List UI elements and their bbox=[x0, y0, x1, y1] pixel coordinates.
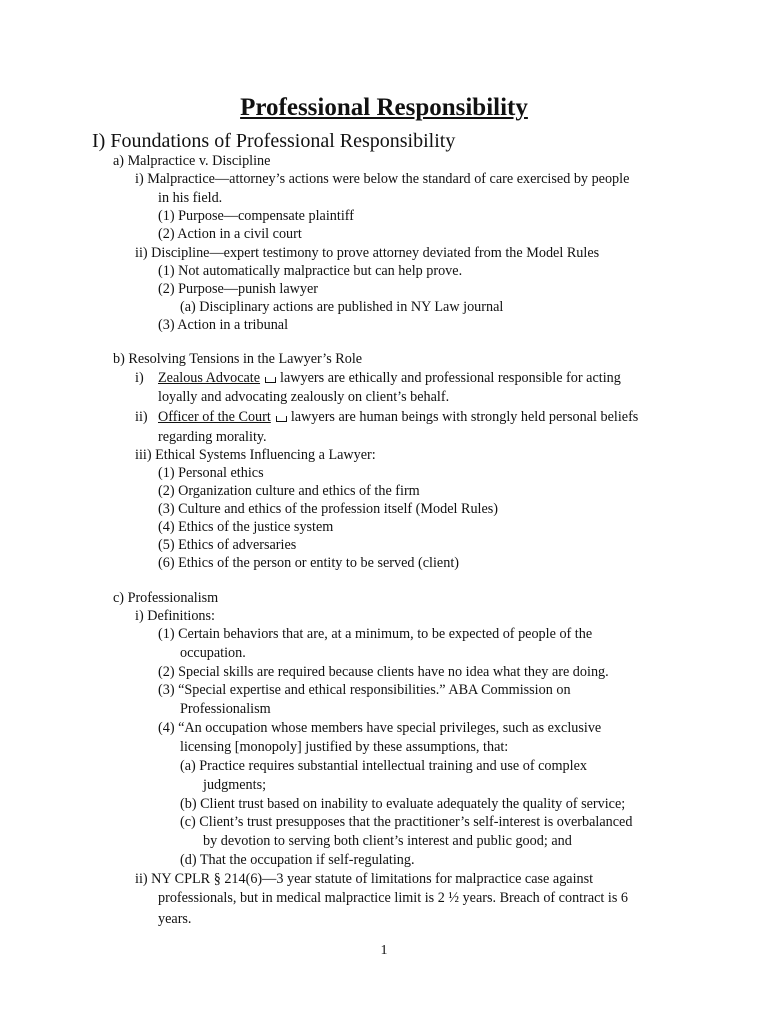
outline-number: ii) bbox=[135, 409, 148, 425]
outline-line: (6) Ethics of the person or entity to be served (client) bbox=[158, 555, 459, 571]
underlined-term: Officer of the Court bbox=[158, 409, 271, 425]
outline-line: (b) Client trust based on inability to evaluate adequately the quality of service; bbox=[180, 796, 626, 812]
outline-line: (3) Culture and ethics of the profession itself (Model Rules) bbox=[158, 501, 499, 517]
outline-line: ii) Discipline—expert testimony to prove attorney deviated from the Model Rules bbox=[135, 245, 600, 261]
outline-line: i) Malpractice—attorney’s actions were below the standard of care exercised by people bbox=[135, 171, 630, 187]
outline-line: loyally and advocating zealously on client’s behalf. bbox=[158, 389, 450, 405]
outline-line: by devotion to serving both client’s interest and public good; and bbox=[203, 833, 572, 849]
outline-number: i) bbox=[135, 370, 144, 386]
outline-line-zealous bbox=[135, 369, 621, 387]
section-heading: I) Foundations of Professional Responsibility bbox=[92, 130, 456, 152]
outline-line: (1) Personal ethics bbox=[158, 465, 264, 481]
outline-line: ii) NY CPLR § 214(6)—3 year statute of limitations for malpractice case against bbox=[135, 871, 594, 887]
outline-line: Professionalism bbox=[180, 701, 271, 717]
outline-line: (2) Organization culture and ethics of the firm bbox=[158, 483, 420, 499]
placeholder-box-icon bbox=[265, 377, 276, 383]
outline-line: (4) “An occupation whose members have special privileges, such as exclusive bbox=[158, 720, 602, 736]
outline-line: (2) Purpose—punish lawyer bbox=[158, 281, 318, 297]
outline-text: lawyers are ethically and professional responsible for acting bbox=[280, 370, 621, 386]
outline-line: licensing [monopoly] justified by these assumptions, that: bbox=[180, 739, 509, 755]
outline-line: iii) Ethical Systems Influencing a Lawyer: bbox=[135, 447, 376, 463]
outline-line: regarding morality. bbox=[158, 429, 267, 445]
outline-line: professionals, but in medical malpractice limit is 2 ½ years. Breach of contract is 6 bbox=[158, 890, 629, 906]
outline-line: i) Definitions: bbox=[135, 608, 215, 624]
outline-line: b) Resolving Tensions in the Lawyer’s Role bbox=[113, 351, 363, 367]
outline-line: in his field. bbox=[158, 190, 223, 206]
outline-line: (a) Disciplinary actions are published in NY Law journal bbox=[180, 299, 504, 315]
outline-line: (3) Action in a tribunal bbox=[158, 317, 289, 333]
outline-line-officer bbox=[135, 408, 638, 426]
document-title: Professional Responsibility bbox=[240, 94, 528, 121]
outline-line: a) Malpractice v. Discipline bbox=[113, 153, 271, 169]
outline-line: (c) Client’s trust presupposes that the practitioner’s self-interest is overbalanced bbox=[180, 814, 633, 830]
outline-line: (4) Ethics of the justice system bbox=[158, 519, 334, 535]
outline-line: (2) Special skills are required because clients have no idea what they are doing. bbox=[158, 664, 609, 680]
outline-line: (2) Action in a civil court bbox=[158, 226, 302, 242]
outline-line: (1) Certain behaviors that are, at a minimum, to be expected of people of the bbox=[158, 626, 593, 642]
outline-line: judgments; bbox=[203, 777, 267, 793]
outline-line: c) Professionalism bbox=[113, 590, 219, 606]
outline-line: years. bbox=[158, 911, 192, 927]
outline-line: occupation. bbox=[180, 645, 246, 661]
outline-line: (a) Practice requires substantial intellectual training and use of complex bbox=[180, 758, 587, 774]
outline-line: (3) “Special expertise and ethical responsibilities.” ABA Commission on bbox=[158, 682, 571, 698]
page-number: 1 bbox=[380, 943, 388, 958]
underlined-term: Zealous Advocate bbox=[158, 370, 261, 386]
outline-line: (1) Not automatically malpractice but can help prove. bbox=[158, 263, 463, 279]
outline-line: (d) That the occupation if self-regulating. bbox=[180, 852, 415, 868]
placeholder-box-icon bbox=[276, 416, 287, 422]
outline-line: (1) Purpose—compensate plaintiff bbox=[158, 208, 354, 224]
outline-line: (5) Ethics of adversaries bbox=[158, 537, 297, 553]
outline-text: lawyers are human beings with strongly held personal beliefs bbox=[290, 409, 639, 425]
